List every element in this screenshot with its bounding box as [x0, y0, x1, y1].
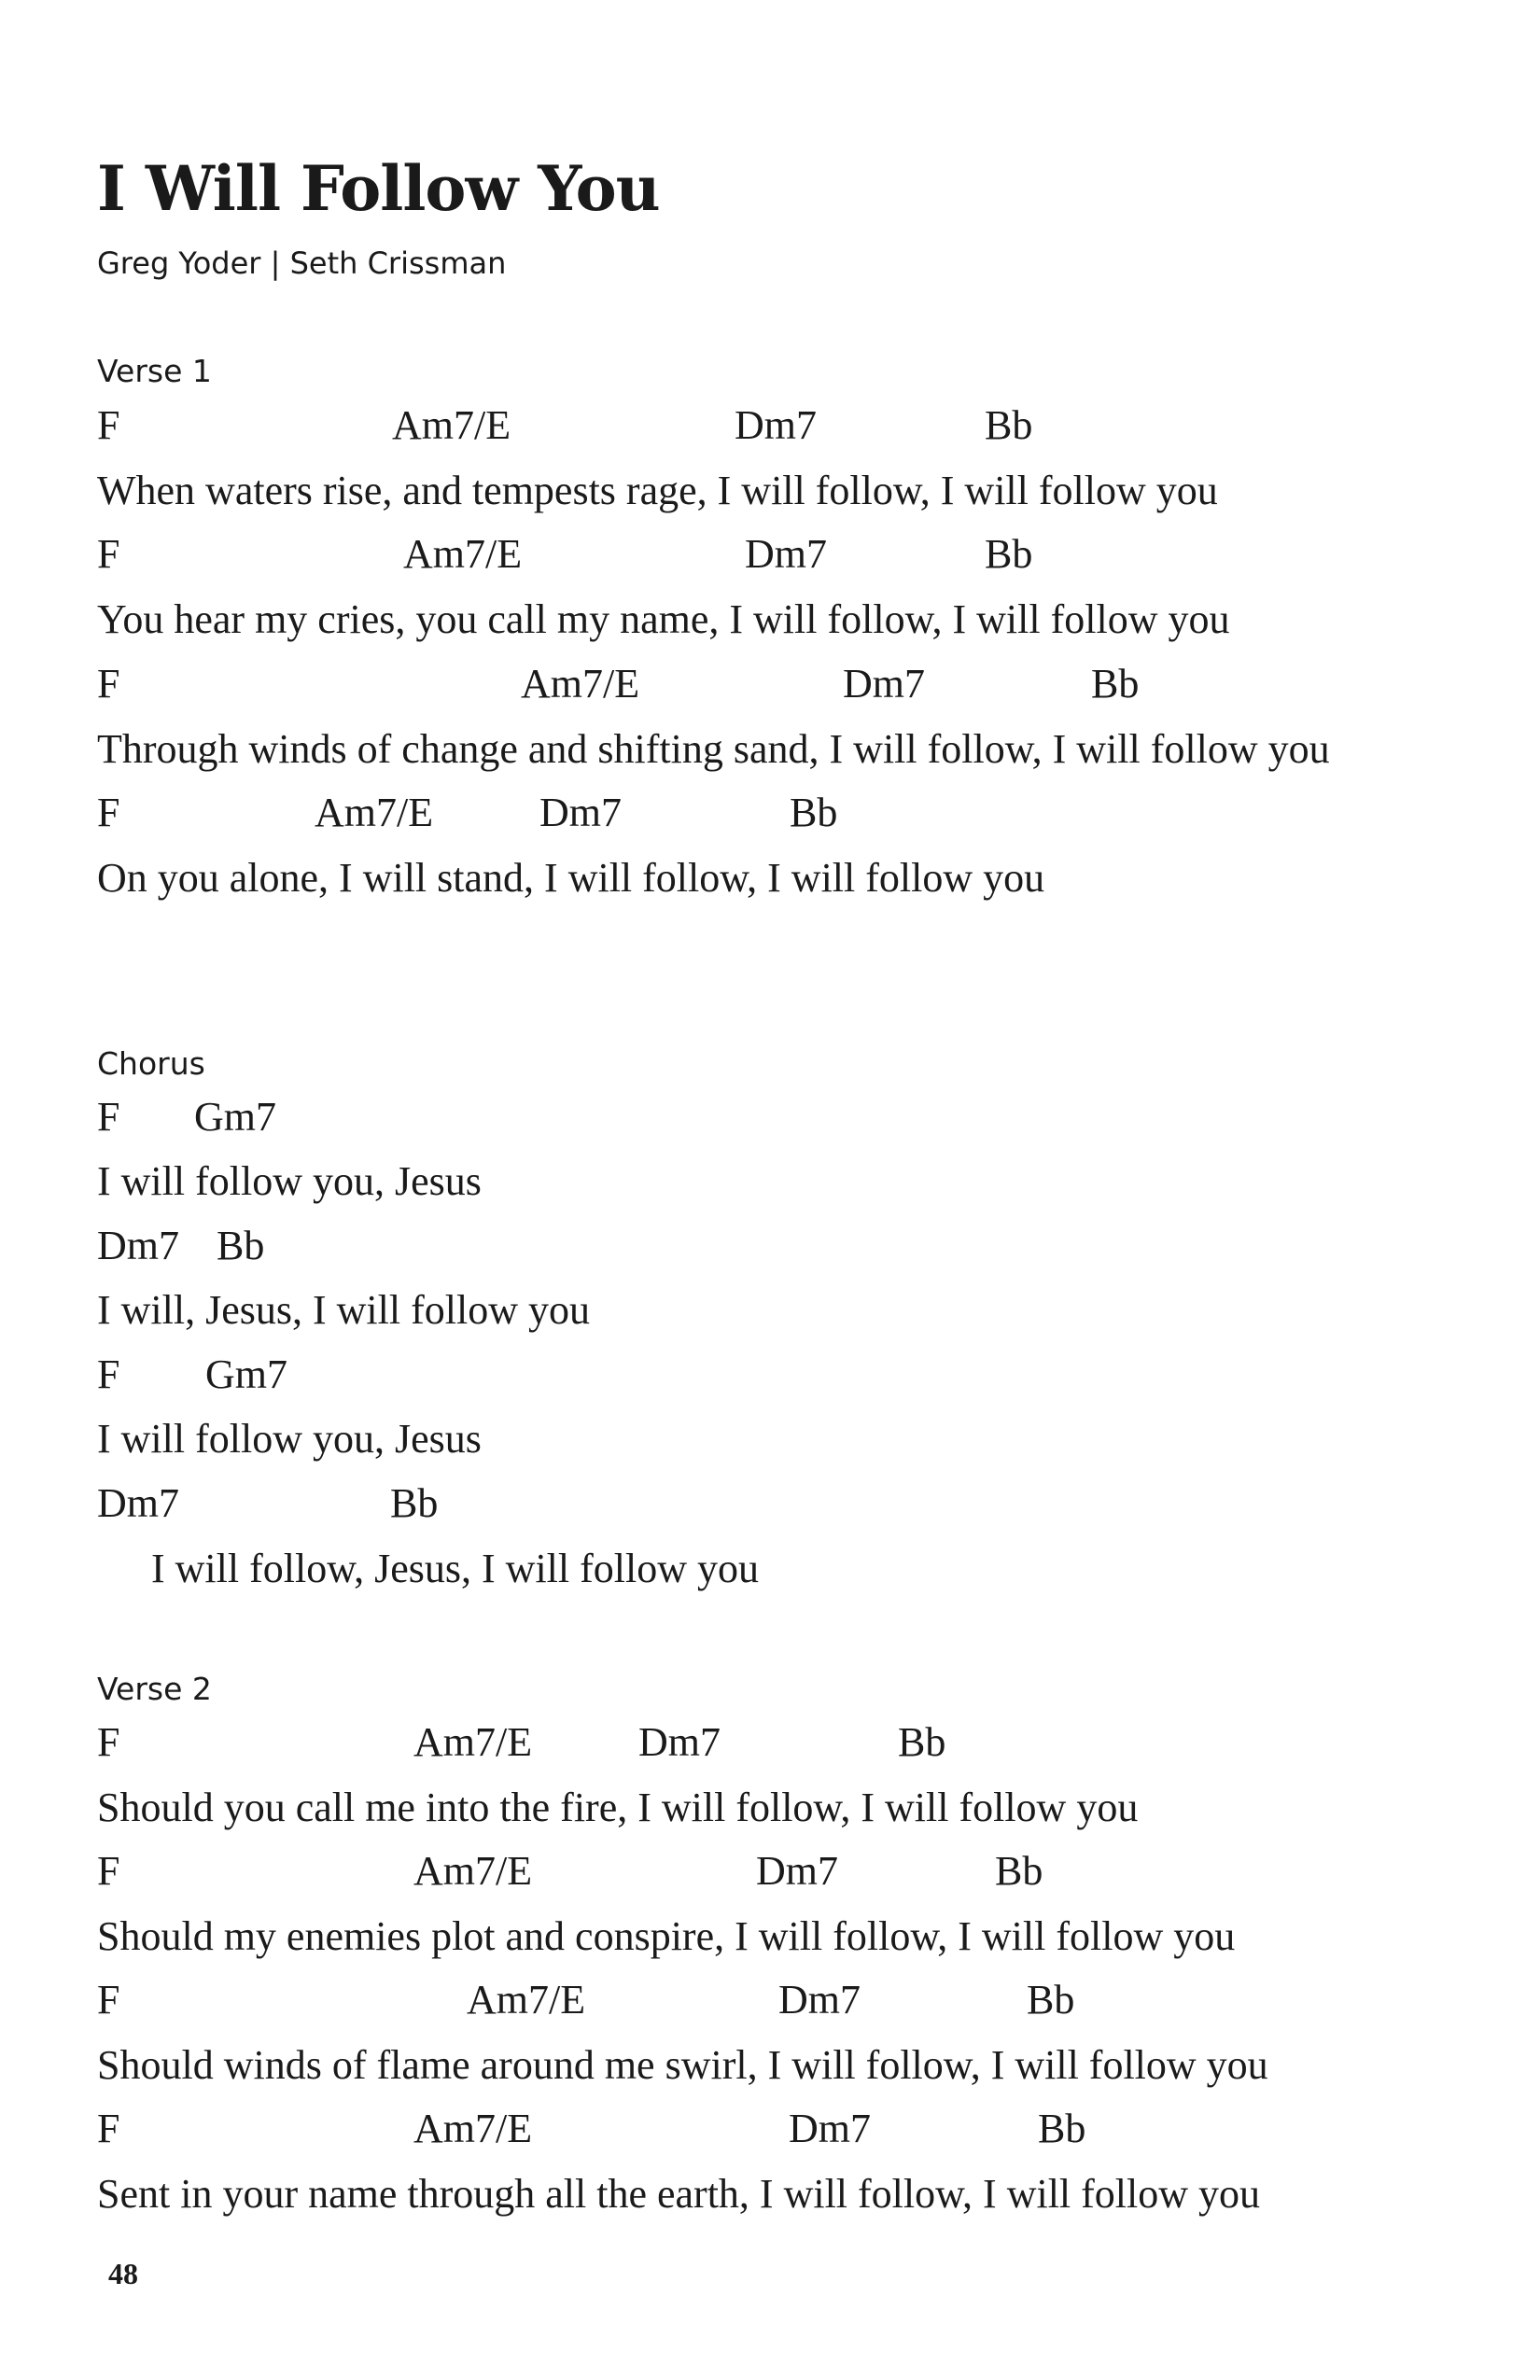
- lyric-line: Should winds of flame around me swirl, I will follow, I will follow you: [97, 2042, 1268, 2088]
- chord: Am7/E: [467, 1977, 586, 2023]
- lyric-line: When waters rise, and tempests rage, I will follow, I will follow you: [97, 468, 1218, 513]
- chord-row: [97, 785, 1497, 841]
- chord: F: [97, 1094, 120, 1140]
- chord-row: [97, 1715, 1497, 1771]
- chord: Bb: [790, 790, 838, 835]
- lyric-line: Sent in your name through all the earth, I will follow, I will follow you: [97, 2171, 1261, 2217]
- chord: Gm7: [194, 1094, 276, 1140]
- lyric-line: I will, Jesus, I will follow you: [97, 1287, 590, 1333]
- section-label-verse-2: Verse 2: [97, 1671, 212, 1707]
- chord-row: [97, 526, 1497, 582]
- chord: Dm7: [745, 531, 827, 577]
- chord-row: [97, 398, 1497, 454]
- chord-row: [97, 1089, 1497, 1145]
- chord: Dm7: [843, 661, 925, 707]
- chord-row: [97, 1972, 1497, 2028]
- chord: F: [97, 2106, 120, 2151]
- chord: Bb: [995, 1848, 1043, 1894]
- chord: Dm7: [778, 1977, 861, 2023]
- chord: Am7/E: [392, 402, 511, 448]
- lyric-line: You hear my cries, you call my name, I will follow, I will follow you: [97, 596, 1230, 642]
- lyric-line: Through winds of change and shifting sand, I will follow, I will follow you: [97, 726, 1330, 772]
- lyric-line: Should you call me into the fire, I will follow, I will follow you: [97, 1785, 1139, 1830]
- chord: Am7/E: [413, 2106, 533, 2151]
- chord: Bb: [1091, 661, 1140, 707]
- lyric-line: I will follow, Jesus, I will follow you: [151, 1546, 759, 1591]
- chord: Dm7: [97, 1480, 179, 1526]
- chord: Bb: [985, 402, 1033, 448]
- chord-row: [97, 1347, 1497, 1403]
- section-label-chorus: Chorus: [97, 1045, 205, 1082]
- chord: Am7/E: [413, 1848, 533, 1894]
- chord: Bb: [1027, 1977, 1075, 2023]
- song-title: I Will Follow You: [97, 152, 660, 225]
- chord-row: [97, 656, 1497, 712]
- lyric-line: On you alone, I will stand, I will follow, I will follow you: [97, 855, 1045, 901]
- chord: Gm7: [205, 1351, 287, 1397]
- chord: Am7/E: [403, 531, 523, 577]
- chord: F: [97, 1719, 120, 1765]
- lyric-line: I will follow you, Jesus: [97, 1416, 482, 1462]
- chord: Am7/E: [521, 661, 640, 707]
- chord: F: [97, 1848, 120, 1894]
- chord: Am7/E: [413, 1719, 533, 1765]
- chord: F: [97, 1977, 120, 2023]
- chord: F: [97, 402, 120, 448]
- chord: Bb: [985, 531, 1033, 577]
- chord: F: [97, 790, 120, 835]
- chord: Dm7: [756, 1848, 838, 1894]
- chord: F: [97, 661, 120, 707]
- chord-row: [97, 1476, 1497, 1532]
- chord: Dm7: [97, 1223, 179, 1268]
- song-authors: Greg Yoder | Seth Crissman: [97, 245, 507, 281]
- chord: Bb: [217, 1223, 265, 1268]
- section-label-verse-1: Verse 1: [97, 353, 212, 389]
- chord: F: [97, 1351, 120, 1397]
- lyric-line: Should my enemies plot and conspire, I will follow, I will follow you: [97, 1913, 1236, 1959]
- lyric-line: I will follow you, Jesus: [97, 1158, 482, 1204]
- chord: Bb: [390, 1480, 439, 1526]
- chord: Dm7: [638, 1719, 721, 1765]
- chord-row: [97, 1843, 1497, 1899]
- chord: Dm7: [539, 790, 622, 835]
- chord: Bb: [1038, 2106, 1086, 2151]
- chord-row: [97, 1218, 1497, 1274]
- chord: Dm7: [789, 2106, 871, 2151]
- chord-row: [97, 2101, 1497, 2157]
- chord: F: [97, 531, 120, 577]
- chord: Am7/E: [315, 790, 434, 835]
- page-number: 48: [108, 2257, 138, 2290]
- chord: Dm7: [735, 402, 817, 448]
- chord: Bb: [898, 1719, 946, 1765]
